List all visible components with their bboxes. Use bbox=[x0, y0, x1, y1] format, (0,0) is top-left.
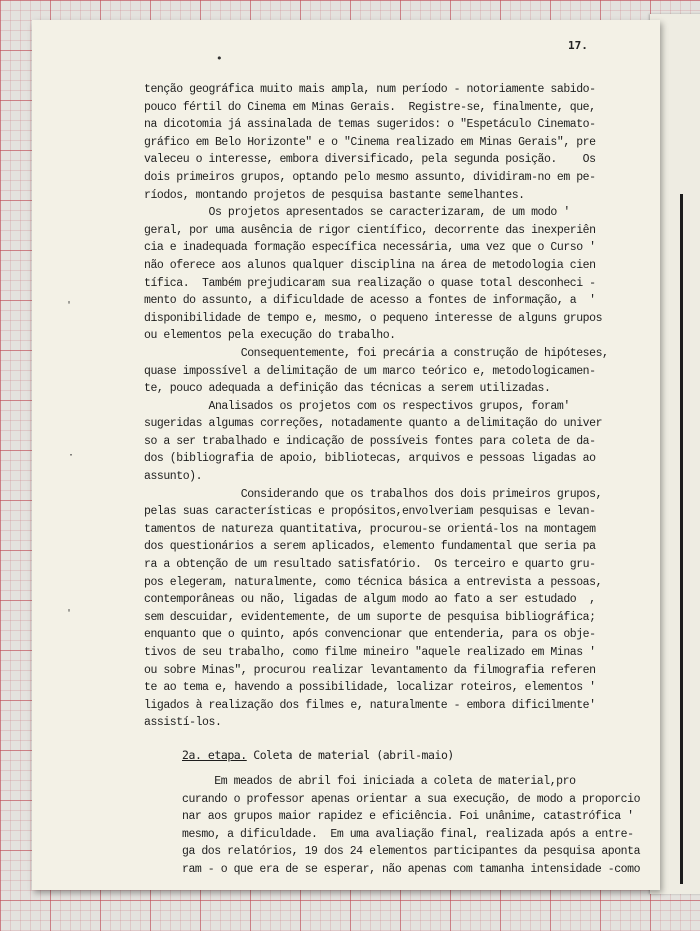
text-line: Analisados os projetos com os respectivos grupos, foram' bbox=[144, 399, 570, 413]
text-line: assistí-los. bbox=[144, 716, 222, 730]
text-line: tenção geográfica muito mais ampla, num período - notoriamente sabido- bbox=[144, 83, 596, 96]
text-line: não oferece aos alunos qualquer disciplina na área de metodologia cien bbox=[144, 258, 596, 272]
page-number: 17. bbox=[568, 39, 588, 52]
text-line: mesmo, a dificuldade. Em uma avaliação final, realizada após a entre- bbox=[182, 827, 634, 841]
text-line: sem descuidar, evidentemente, de um suporte de pesquisa bibliográfica; bbox=[144, 610, 596, 624]
text-line: tífica. Também prejudicaram sua realização o quase total desconheci - bbox=[144, 276, 596, 290]
text-line: ram - o que era de se esperar, não apenas com tamanha intensidade -como bbox=[182, 862, 641, 876]
text-line: Consequentemente, foi precária a construção de hipóteses, bbox=[144, 346, 609, 360]
section-text bbox=[182, 773, 662, 879]
text-line: dois primeiros grupos, optando pelo mesmo assunto, dividiram-no em pe- bbox=[144, 170, 596, 184]
text-line: ra a obtenção de um resultado satisfatório. Os terceiro e quarto gru- bbox=[144, 558, 596, 572]
text-line: mento do assunto, a dificuldade de acesso a fontes de informação, a ' bbox=[144, 294, 596, 308]
margin-mark: ' bbox=[66, 608, 73, 619]
text-line: ou sobre Minas", procurou realizar levantamento da filmografia referen bbox=[144, 663, 596, 677]
text-line: gráfico em Belo Horizonte" e o "Cinema realizado em Minas Gerais", pre bbox=[144, 135, 596, 149]
text-line: tamentos de natureza quantitativa, procurou-se orientá-los na montagem bbox=[144, 522, 596, 536]
section-heading-title: Coleta de material (abril-maio) bbox=[246, 748, 454, 762]
text-line: pos elegeram, naturalmente, como técnica básica a entrevista a pessoas, bbox=[144, 575, 603, 589]
text-line: disponibilidade de tempo e, mesmo, o pequeno interesse de alguns grupos bbox=[144, 311, 603, 325]
text-line: Em meados de abril foi iniciada a coleta de material,pro bbox=[182, 775, 576, 788]
ink-smudge: • bbox=[216, 52, 223, 65]
text-line: geral, por uma ausência de rigor científico, decorrente das inexperiên bbox=[144, 223, 596, 237]
text-line: ga dos relatórios, 19 dos 24 elementos participantes da pesquisa aponta bbox=[182, 845, 641, 859]
text-line: quase impossível a delimitação de um marco teórico e, metodologicamen- bbox=[144, 364, 596, 378]
margin-mark: ' bbox=[66, 300, 73, 311]
text-line: tivos de seu trabalho, como filme mineiro "aquele realizado em Minas ' bbox=[144, 646, 596, 659]
text-line: te, pouco adequada a definição das técnicas a serem utilizadas. bbox=[144, 382, 551, 396]
text-line: valeceu o interesse, embora diversificado, pela segunda posição. Os bbox=[144, 153, 596, 167]
body-text bbox=[144, 81, 654, 732]
text-line: pelas suas características e propósitos,envolveriam pesquisas e levan- bbox=[144, 505, 596, 519]
text-line: te ao tema e, havendo a possibilidade, localizar roteiros, elementos ' bbox=[144, 681, 596, 695]
text-line: ligados à realização dos filmes e, naturalmente - embora dificilmente' bbox=[144, 698, 596, 712]
text-line: pouco fértil do Cinema em Minas Gerais. Registre-se, finalmente, que, bbox=[144, 100, 596, 114]
text-line: sugeridas algumas correções, notadamente quanto a delimitação do univer bbox=[144, 417, 603, 431]
text-line: enquanto que o quinto, após convencionar que entenderia, para os obje- bbox=[144, 628, 596, 642]
text-line: na dicotomia já assinalada de temas sugeridos: o "Espetáculo Cinemato- bbox=[144, 118, 596, 132]
text-line: ou elementos pela execução do trabalho. bbox=[144, 329, 396, 343]
text-line: so a ser trabalhado e indicação de possíveis fontes para coleta de da- bbox=[144, 434, 596, 448]
text-line: dos (bibliografia de apoio, bibliotecas, arquivos e pessoas ligadas ao bbox=[144, 452, 596, 466]
text-line: cia e inadequada formação específica necessária, uma vez que o Curso ' bbox=[144, 241, 596, 255]
margin-mark: · bbox=[68, 450, 75, 461]
margin-rule bbox=[680, 194, 683, 884]
text-line: nar aos grupos maior rapidez e eficiência. Foi unânime, catastrófica ' bbox=[182, 810, 634, 824]
text-line: curando o professor apenas orientar a sua execução, de modo a proporcio bbox=[182, 792, 641, 806]
section-heading-label: 2a. etapa. bbox=[182, 748, 247, 762]
text-line: ríodos, montando projetos de pesquisa bastante semelhantes. bbox=[144, 188, 525, 202]
text-line: Considerando que os trabalhos dos dois primeiros grupos, bbox=[144, 487, 603, 501]
text-line: assunto). bbox=[144, 470, 203, 484]
text-line: dos questionários a serem aplicados, elemento fundamental que seria pa bbox=[144, 540, 596, 554]
section-heading bbox=[182, 748, 454, 762]
text-line: contemporâneas ou não, ligadas de algum modo ao fato a ser estudado , bbox=[144, 593, 596, 607]
text-line: Os projetos apresentados se caracterizaram, de um modo ' bbox=[144, 206, 570, 220]
